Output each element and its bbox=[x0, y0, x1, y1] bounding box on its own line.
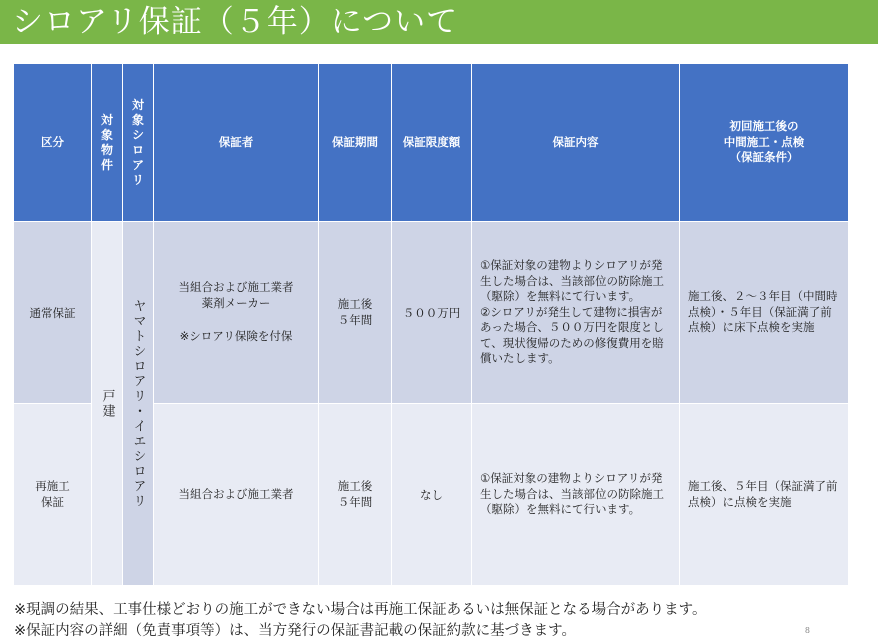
cell-period bbox=[319, 404, 392, 586]
header-guarantor: 保証者 bbox=[154, 64, 319, 222]
header-period: 保証期間 bbox=[319, 64, 392, 222]
cell-guarantor bbox=[154, 222, 319, 404]
cell-inspection bbox=[680, 222, 849, 404]
cell-category bbox=[14, 404, 92, 586]
period-line2: ５年間 bbox=[337, 312, 373, 327]
header-char: ア bbox=[131, 157, 144, 172]
header-target-property bbox=[92, 64, 123, 222]
content-item-1: ①保証対象の建物よりシロアリが発生した場合は、当該部位の防除施工（駆除）を無料にて行います。 bbox=[480, 471, 664, 517]
title-bar bbox=[0, 0, 878, 44]
header-char: リ bbox=[131, 172, 144, 187]
footnotes bbox=[14, 600, 864, 640]
header-inspection-line3: （保証条件） bbox=[729, 150, 799, 165]
header-char: 件 bbox=[100, 157, 113, 172]
footnote-2: ※保証内容の詳細（免責事項等）は、当方発行の保証書記載の保証約款に基づきます。 bbox=[14, 623, 576, 639]
table-row-normal-warranty bbox=[14, 222, 849, 404]
header-char: 象 bbox=[100, 127, 113, 142]
header-char: シ bbox=[131, 127, 144, 142]
header-inspection bbox=[680, 64, 849, 222]
cell-content bbox=[472, 404, 680, 586]
header-char: 象 bbox=[131, 112, 144, 127]
content-item-2: ②シロアリが発生して建物に損害があった場合、５００万円を限度として、現状復帰のための修復費用を賠償いたします。 bbox=[480, 304, 664, 366]
guarantor-line1: 当組合および施工業者 bbox=[178, 280, 294, 295]
footnote-1: ※現調の結果、工事仕様どおりの施工ができない場合は再施工保証あるいは無保証となる場合があります。 bbox=[14, 602, 707, 618]
cell-period bbox=[319, 222, 392, 404]
header-limit: 保証限度額 bbox=[392, 64, 472, 222]
page-title: シロアリ保証（５年）について bbox=[12, 4, 459, 40]
inspection-text: 施工後、５年目（保証満了前点検）に点検を実施 bbox=[688, 478, 838, 509]
category-line2: 保証 bbox=[41, 494, 64, 509]
guarantor-note: ※シロアリ保険を付保 bbox=[179, 329, 293, 344]
cell-limit: ５００万円 bbox=[392, 222, 472, 404]
cell-guarantor bbox=[154, 404, 319, 586]
period-line1: 施工後 bbox=[337, 296, 373, 311]
header-target-property-text bbox=[101, 113, 113, 173]
inspection-text: 施工後、２～３年目（中間時点検）・５年目（保証満了前点検）に床下点検を実施 bbox=[688, 289, 838, 335]
category-line1: 再施工 bbox=[35, 478, 70, 493]
cell-limit: なし bbox=[392, 404, 472, 586]
cell-inspection bbox=[680, 404, 849, 586]
cell-category: 通常保証 bbox=[14, 222, 92, 404]
period-line2: ５年間 bbox=[337, 494, 373, 509]
page-number: 8 bbox=[804, 626, 810, 635]
header-char: 対 bbox=[100, 112, 113, 127]
target-property-text: 戸建 bbox=[99, 388, 115, 419]
header-category: 区分 bbox=[14, 64, 92, 222]
header-inspection-line2: 中間施工・点検 bbox=[723, 134, 805, 149]
header-char: ロ bbox=[131, 142, 144, 157]
header-inspection-line1: 初回施工後の bbox=[729, 119, 799, 134]
table-header-row bbox=[14, 64, 849, 222]
header-char: 物 bbox=[100, 142, 113, 157]
cell-target-property bbox=[92, 222, 123, 586]
header-char: 対 bbox=[131, 97, 144, 112]
warranty-table bbox=[13, 63, 849, 586]
guarantor-line1: 当組合および施工業者 bbox=[178, 486, 294, 501]
target-termite-text: ヤマトシロアリ・イエシロアリ bbox=[130, 298, 146, 509]
cell-content bbox=[472, 222, 680, 404]
period-line1: 施工後 bbox=[337, 478, 373, 493]
cell-target-termite bbox=[123, 222, 154, 586]
header-target-termite-text bbox=[132, 98, 144, 188]
guarantor-line2: 薬剤メーカー bbox=[201, 295, 271, 310]
content-item-1: ①保証対象の建物よりシロアリが発生した場合は、当該部位の防除施工（駆除）を無料にて行います。 bbox=[480, 258, 664, 304]
header-content: 保証内容 bbox=[472, 64, 680, 222]
header-target-termite bbox=[123, 64, 154, 222]
